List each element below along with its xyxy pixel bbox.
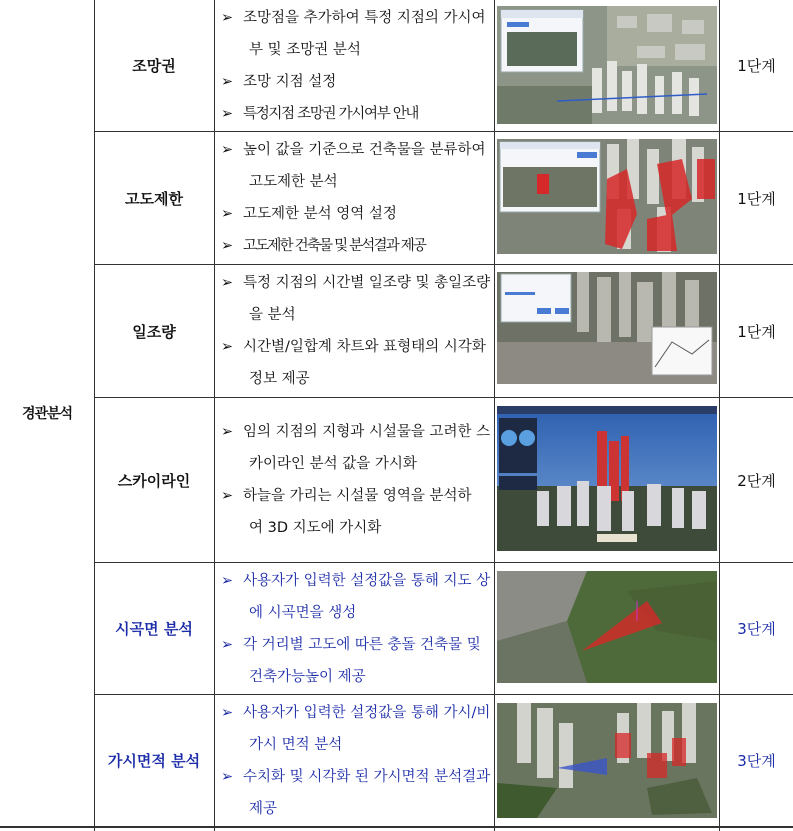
- desc-line: 부 및 조망권 분석: [249, 42, 361, 58]
- desc-line: ➢ 높이 값을 기준으로 건축물을 분류하여: [221, 142, 486, 158]
- desc-line: 가시 면적 분석: [249, 737, 343, 753]
- table-border: [494, 0, 495, 831]
- desc-line: ➢ 수치화 및 시각화 된 가시면적 분석결과: [221, 769, 491, 785]
- thumbnail-visible-area: [497, 703, 717, 818]
- desc-line: 에 시곡면을 생성: [249, 605, 357, 621]
- table-border: [0, 826, 793, 828]
- desc-line: ➢ 임의 지점의 지형과 시설물을 고려한 스: [221, 424, 491, 440]
- desc-line: ➢ 고도제한 건축물 및 분석결과 제공: [221, 238, 426, 254]
- row-name-skyline: 스카이라인: [117, 471, 191, 490]
- desc-line: ➢ 사용자가 입력한 설정값을 통해 지도 상: [221, 573, 491, 589]
- desc-line: ➢ 조망점을 추가하여 특정 지점의 가시여: [221, 10, 486, 26]
- desc-line: 여 3D 지도에 가시화: [249, 520, 382, 536]
- row-name-visible-area: 가시면적 분석: [107, 752, 201, 770]
- row-stage-sunlight: 1단계: [737, 322, 776, 341]
- row-desc-skyline: [215, 416, 493, 544]
- category-cell: 경관분석: [21, 406, 73, 422]
- desc-line: 건축가능높이 제공: [249, 669, 366, 685]
- desc-line: ➢ 조망 지점 설정: [221, 74, 337, 90]
- thumbnail-height-limit: [497, 139, 717, 254]
- desc-line: 을 분석: [249, 307, 296, 323]
- desc-line: ➢ 사용자가 입력한 설정값을 통해 가시/비: [221, 705, 491, 721]
- row-stage-height-limit: 1단계: [737, 189, 776, 208]
- row-stage-skyline: 2단계: [737, 471, 776, 490]
- row-desc-viewshed: [215, 2, 493, 130]
- desc-line: 정보 제공: [249, 371, 310, 387]
- thumbnail-sight-plane: [497, 571, 717, 683]
- row-stage-visible-area: 3단계: [737, 752, 776, 770]
- desc-line: ➢ 특정 지점의 시간별 일조량 및 총일조량: [221, 275, 491, 291]
- row-stage-sight-plane: 3단계: [737, 620, 776, 638]
- desc-line: ➢ 특정지점 조망권 가시여부 안내: [221, 106, 419, 122]
- desc-line: ➢ 고도제한 분석 영역 설정: [221, 206, 397, 222]
- row-desc-height-limit: [215, 134, 493, 262]
- desc-line: ➢ 시간별/일합계 차트와 표형태의 시각화: [221, 339, 486, 355]
- row-desc-visible-area: [215, 697, 493, 825]
- row-name-viewshed: 조망권: [132, 57, 176, 75]
- row-name-height-limit: 고도제한: [125, 189, 183, 208]
- thumbnail-sunlight: [497, 272, 717, 384]
- row-name-sunlight: 일조량: [132, 322, 176, 341]
- desc-line: ➢ 하늘을 가리는 시설물 영역을 분석하: [221, 488, 472, 504]
- desc-line: 제공: [249, 801, 278, 817]
- row-desc-sunlight: [215, 267, 493, 395]
- desc-line: 고도제한 분석: [249, 174, 338, 190]
- desc-line: ➢ 각 거리별 고도에 따른 충돌 건축물 및: [221, 637, 481, 653]
- row-stage-viewshed: 1단계: [737, 57, 776, 75]
- thumbnail-viewshed: [497, 6, 717, 124]
- row-name-sight-plane: 시곡면 분석: [115, 620, 193, 638]
- thumbnail-skyline: [497, 406, 717, 551]
- desc-line: 카이라인 분석 값을 가시화: [249, 456, 417, 472]
- row-desc-sight-plane: [215, 565, 493, 693]
